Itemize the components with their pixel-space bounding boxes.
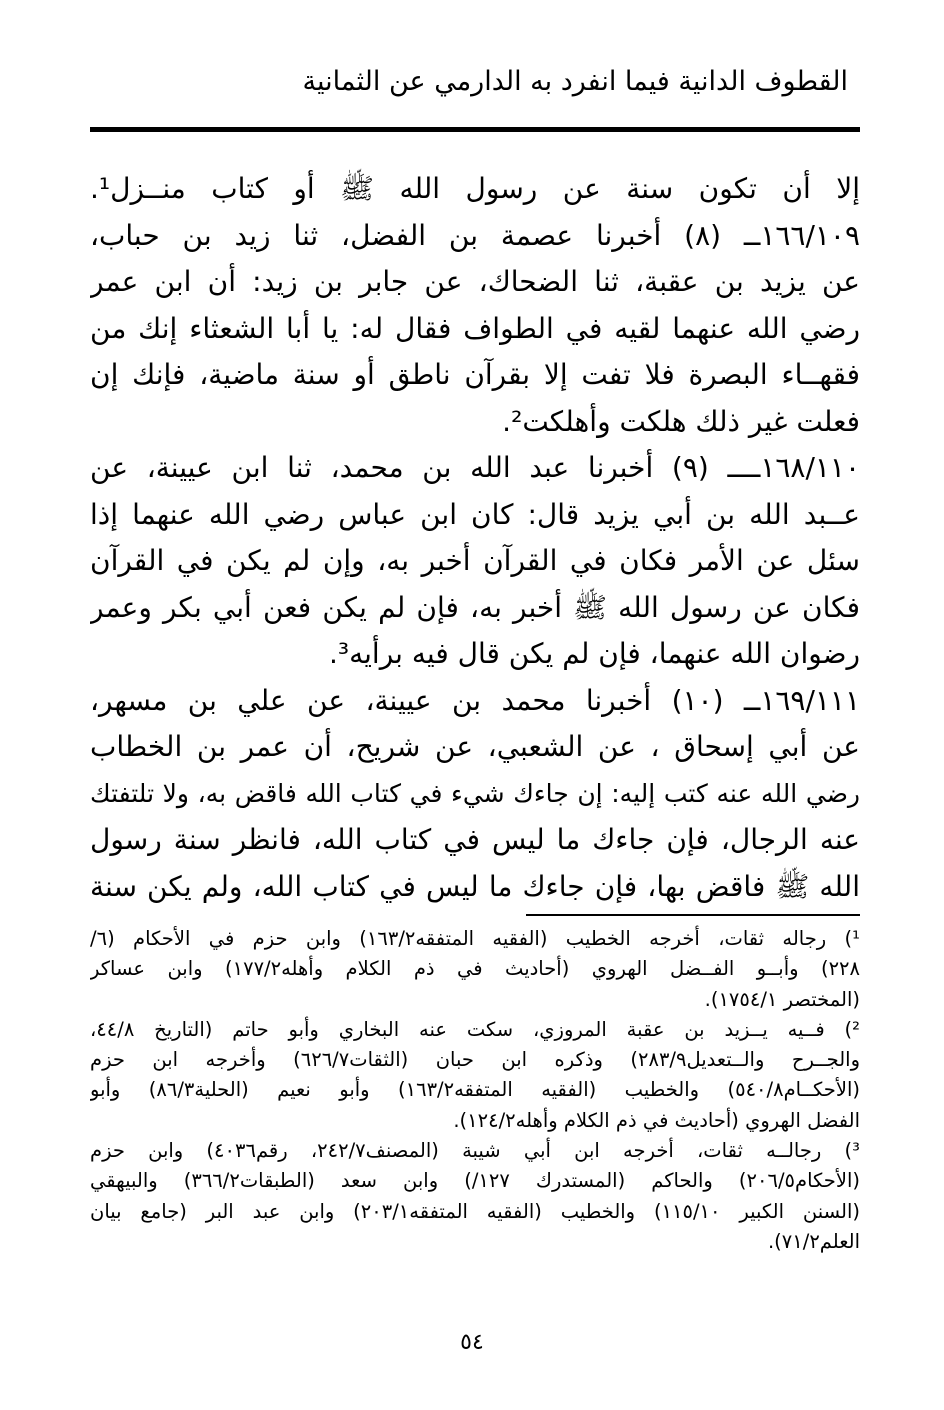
text-line: عنه الرجال، فإن جاءك ما ليس في كتاب الله، فانظر سنة رسول (90, 823, 860, 856)
footnote-line: (السنن الكبير ١١٥/١٠) والخطيب (الفقيه المتفقه٢٠٣/١) وابن عبد البر (جامع بيان (90, 1199, 860, 1223)
footnote-line: (الأحكــام٥٤٠/٨) والخطيب (الفقيه المتفقه١٦٣/٢) وأبو نعيم (الحلية٨٦/٣) وأبو (90, 1078, 860, 1102)
text-line: عــبد الله بن أبي يزيد قال: كان ابن عباس رضي الله عنهما إذا (90, 497, 860, 531)
main-text (90, 166, 860, 910)
text-line: الله ﷺ فاقض بها، فإن جاءك ما ليس في كتاب الله، ولم يكن سنة (90, 869, 860, 903)
page-number: ٥٤ (460, 1330, 484, 1355)
text-line: رضي الله عنه كتب إليه: إن جاءك شيء في كتاب الله فاقض به، ولا تلتفتك (90, 778, 860, 808)
footnote-line: العلم٧١/٢). (767, 1229, 860, 1253)
footnotes (90, 924, 860, 1257)
text-line: فعلت غير ذلك هلكت وأهلكت². (502, 404, 860, 438)
text-line: رضي الله عنهما لقيه في الطواف فقال له: يا أبا الشعثاء إنك من (90, 311, 860, 345)
header-divider (90, 127, 860, 132)
text-line: إلا أن تكون سنة عن رسول الله ﷺ أو كتاب منــزل¹. (90, 172, 860, 205)
text-line: ١٦٨/١١٠ــــ (٩) أخبرنا عبد الله بن محمد، ثنا ابن عيينة، عن (90, 451, 860, 484)
text-line: ١٦٦/١٠٩ــ (٨) أخبرنا عصمة بن الفضل، ثنا زيد بن حباب، (90, 218, 860, 252)
text-line: رضوان الله عنهما، فإن لم يكن قال فيه برأيه³. (328, 637, 860, 670)
text-line: ١٦٩/١١١ــ (١٠) أخبرنا محمد بن عيينة، عن علي بن مسهر، (90, 683, 860, 717)
text-line: فكان عن رسول الله ﷺ أخبر به، فإن لم يكن فعن أبي بكر وعمر (90, 590, 860, 624)
text-line: فقهــاء البصرة فلا تفت إلا بقرآن ناطق أو سنة ماضية، فإنك إن (90, 358, 860, 391)
footnote-line: ¹) رجاله ثقات، أخرجه الخطيب (الفقيه المتفقه١٦٣/٢) وابن حزم في الأحكام (٦/ (90, 927, 860, 950)
footnote-line: ٢٢٨) وأبــو الفــضل الهروي (أحاديث في ذم الكلام وأهله١٧٧/٢) وابن عساكر (90, 957, 860, 981)
footnote-line: ³) رجالــه ثقات، أخرجه ابن أبي شيبة (المصنف٢٤٢/٧، رقم٤٠٣٦) وابن حزم (90, 1139, 860, 1163)
footnote-line: (الأحكام٢٠٦/٥) والحاكم (المستدرك ١٢٧/) وابن سعد (الطبقات٣٦٦/٢) والبيهقي (90, 1169, 860, 1193)
footnote-line: الفضل الهروي (أحاديث في ذم الكلام وأهله١٢٤/٢). (453, 1108, 860, 1132)
text-line: عن أبي إسحاق ، عن الشعبي، عن شريح، أن عمر بن الخطاب (90, 730, 860, 763)
footnote-line: ²) فــيه يــزيد بن عقبة المروزي، سكت عنه البخاري وأبو حاتم (التاريخ ٤٤/٨، (90, 1017, 860, 1041)
footnote-line: والجــرح والــتعديل٢٨٣/٩) وذكره ابن حبان (الثقات٦٢٦/٧) وأخرجه ابن حزم (90, 1048, 860, 1072)
text-line: سئل عن الأمر فكان في القرآن أخبر به، وإن لم يكن في القرآن (90, 544, 860, 577)
footnote-line: (المختصر ١٧٥٤/١). (704, 987, 860, 1011)
footnote-divider (526, 914, 860, 916)
text-line: عن يزيد بن عقبة، ثنا الضحاك، عن جابر بن زيد: أن ابن عمر (90, 265, 860, 298)
running-header: القطوف الدانية فيما انفرد به الدارمي عن الثمانية (302, 66, 848, 97)
